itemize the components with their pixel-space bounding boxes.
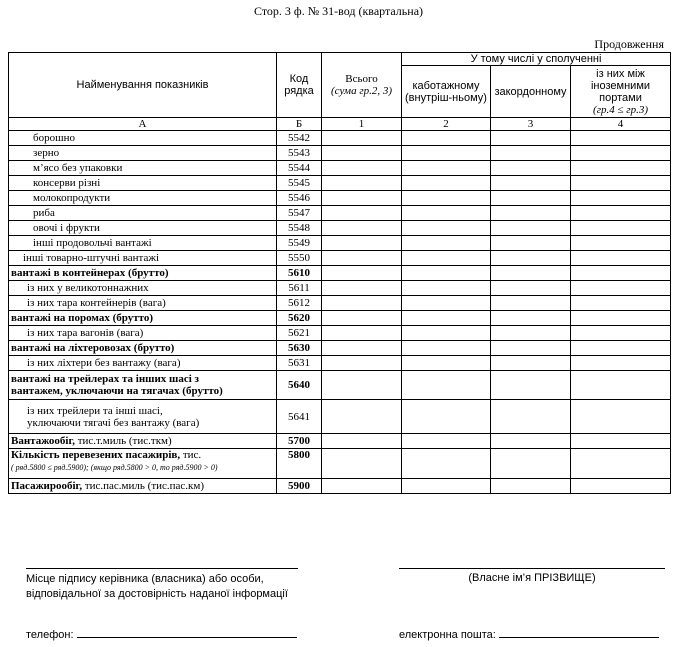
cell-foreign[interactable]: [491, 236, 571, 251]
row-name-line2: вантажем, уключаючи на тягачах (брутто): [11, 385, 223, 397]
header-between-foreign-note: (гр.4 ≤ гр.3): [593, 103, 648, 116]
column-letter-4: 4: [571, 118, 671, 131]
column-letter-1: 1: [322, 118, 402, 131]
row-code: 5545: [277, 176, 322, 191]
column-letter-b: Б: [277, 118, 322, 131]
row-name: риба: [9, 206, 277, 221]
cell-between-foreign[interactable]: [571, 146, 671, 161]
row-name: із них тара вагонів (вага): [9, 326, 277, 341]
row-name: м’ясо без упаковки: [9, 161, 277, 176]
row-name: борошно: [9, 131, 277, 146]
cell-foreign[interactable]: [491, 176, 571, 191]
row-code: 5630: [277, 341, 322, 356]
cell-total[interactable]: [322, 266, 402, 281]
cell-coastal[interactable]: [402, 176, 491, 191]
row-code: 5547: [277, 206, 322, 221]
row-code: 5640: [277, 371, 322, 400]
cell-foreign[interactable]: [491, 371, 571, 400]
name-line[interactable]: [399, 568, 665, 569]
header-foreign: закордонному: [491, 66, 571, 118]
cell-between-foreign[interactable]: [571, 191, 671, 206]
cell-between-foreign[interactable]: [571, 206, 671, 221]
cell-total[interactable]: [322, 236, 402, 251]
signature-line[interactable]: [26, 568, 298, 569]
row-name-label: Кількість перевезених пасажирів,: [11, 449, 181, 461]
row-code: 5611: [277, 281, 322, 296]
row-name: із них тара контейнерів (вага): [9, 296, 277, 311]
row-code: 5800: [277, 449, 322, 479]
row-name: [9, 449, 277, 479]
cell-between-foreign[interactable]: [571, 311, 671, 326]
email-label: електронна пошта:: [399, 629, 496, 641]
cell-coastal[interactable]: [402, 400, 491, 434]
cell-coastal[interactable]: [402, 161, 491, 176]
cell-foreign[interactable]: [491, 434, 571, 449]
cell-total[interactable]: [322, 311, 402, 326]
row-name: [9, 371, 277, 400]
column-letter-3: 3: [491, 118, 571, 131]
phone-label: телефон:: [26, 629, 74, 641]
name-caption: (Власне ім’я ПРІЗВИЩЕ): [468, 572, 596, 584]
table-row: [9, 479, 671, 494]
cell-between-foreign[interactable]: [571, 161, 671, 176]
cell-total[interactable]: [322, 176, 402, 191]
row-code: 5621: [277, 326, 322, 341]
cell-foreign[interactable]: [491, 296, 571, 311]
table-row: [9, 131, 671, 146]
header-coastal: каботажному (внутріш-ньому): [402, 66, 491, 118]
table-row: [9, 356, 671, 371]
row-code: 5549: [277, 236, 322, 251]
row-name-label: Пасажирообіг,: [11, 480, 83, 492]
row-name: інші продовольчі вантажі: [9, 236, 277, 251]
row-code: 5544: [277, 161, 322, 176]
cell-total[interactable]: [322, 449, 402, 479]
table-row: [9, 161, 671, 176]
table-row: [9, 281, 671, 296]
row-name-line2: уключаючи тягачі без вантажу (вага): [27, 416, 200, 429]
header-including: У тому числі у сполученні: [402, 53, 671, 66]
cell-foreign[interactable]: [491, 131, 571, 146]
cell-foreign[interactable]: [491, 341, 571, 356]
cell-coastal[interactable]: [402, 131, 491, 146]
cell-total[interactable]: [322, 191, 402, 206]
phone-field[interactable]: [77, 627, 297, 638]
cell-coastal[interactable]: [402, 311, 491, 326]
cell-coastal[interactable]: [402, 146, 491, 161]
row-note: ( ряд.5800 ≤ ряд.5900); (якщо ряд.5800 > 0, то ряд.5900 > 0): [11, 463, 218, 472]
row-name: зерно: [9, 146, 277, 161]
cell-between-foreign[interactable]: [571, 131, 671, 146]
cell-between-foreign[interactable]: [571, 400, 671, 434]
signature-block: [26, 568, 306, 602]
table-row: [9, 341, 671, 356]
cell-total[interactable]: [322, 296, 402, 311]
page-header: Стор. 3 ф. № 31-вод (квартальна): [253, 4, 424, 18]
header-total-label: Всього: [345, 73, 378, 85]
cell-total[interactable]: [322, 146, 402, 161]
cell-coastal[interactable]: [402, 326, 491, 341]
signature-caption-line2: відповідальної за достовірність наданої інформації: [26, 588, 288, 600]
row-name: із них у великотоннажних: [9, 281, 277, 296]
cell-coastal[interactable]: [402, 449, 491, 479]
table-row: [9, 371, 671, 400]
row-code: 5641: [277, 400, 322, 434]
cell-between-foreign[interactable]: [571, 479, 671, 494]
row-name: із них ліхтери без вантажу (вага): [9, 356, 277, 371]
header-total-note: (сума гр.2, 3): [330, 85, 393, 97]
email-row: [399, 627, 659, 641]
row-code: 5550: [277, 251, 322, 266]
cell-foreign[interactable]: [491, 356, 571, 371]
cell-coastal[interactable]: [402, 434, 491, 449]
row-code: 5543: [277, 146, 322, 161]
cell-coastal[interactable]: [402, 251, 491, 266]
table-row: [9, 296, 671, 311]
table-row: [9, 400, 671, 434]
row-code: 5700: [277, 434, 322, 449]
cell-foreign[interactable]: [491, 281, 571, 296]
cell-coastal[interactable]: [402, 341, 491, 356]
cell-foreign[interactable]: [491, 326, 571, 341]
row-code: 5900: [277, 479, 322, 494]
cell-total[interactable]: [322, 206, 402, 221]
row-name: вантажі на ліхтеровозах (брутто): [9, 341, 277, 356]
signature-caption-line1: Місце підпису керівника (власника) або особи,: [26, 573, 264, 585]
cell-total[interactable]: [322, 161, 402, 176]
row-name: інші товарно-штучні вантажі: [9, 251, 277, 266]
row-unit: тис.пас.миль (тис.пас.км): [82, 480, 205, 492]
cell-between-foreign[interactable]: [571, 326, 671, 341]
row-name: [9, 479, 277, 494]
cell-foreign[interactable]: [491, 311, 571, 326]
cell-total[interactable]: [322, 479, 402, 494]
cell-total[interactable]: [322, 326, 402, 341]
cell-total[interactable]: [322, 400, 402, 434]
cell-foreign[interactable]: [491, 191, 571, 206]
table-row: [9, 206, 671, 221]
row-code: 5631: [277, 356, 322, 371]
cell-total[interactable]: [322, 281, 402, 296]
row-code: 5542: [277, 131, 322, 146]
row-name: овочі і фрукти: [9, 221, 277, 236]
cell-coastal[interactable]: [402, 221, 491, 236]
header-total: [322, 53, 402, 118]
table-row: [9, 251, 671, 266]
row-name: молокопродукти: [9, 191, 277, 206]
cell-coastal[interactable]: [402, 479, 491, 494]
table-row: [9, 434, 671, 449]
table-row: [9, 221, 671, 236]
cell-between-foreign[interactable]: [571, 251, 671, 266]
cell-coastal[interactable]: [402, 191, 491, 206]
row-name: консерви різні: [9, 176, 277, 191]
column-letter-2: 2: [402, 118, 491, 131]
cell-between-foreign[interactable]: [571, 371, 671, 400]
cell-foreign[interactable]: [491, 206, 571, 221]
cell-foreign[interactable]: [491, 266, 571, 281]
cell-coastal[interactable]: [402, 206, 491, 221]
table-row: [9, 146, 671, 161]
phone-row: [26, 627, 297, 641]
row-code: 5620: [277, 311, 322, 326]
row-code: 5612: [277, 296, 322, 311]
table-row: [9, 266, 671, 281]
table-row: [9, 449, 671, 479]
cell-foreign[interactable]: [491, 251, 571, 266]
header-between-foreign: [571, 66, 671, 118]
column-letter-a: А: [9, 118, 277, 131]
row-code: 5610: [277, 266, 322, 281]
table-row: [9, 191, 671, 206]
table-row: [9, 311, 671, 326]
table-row: [9, 326, 671, 341]
row-name-line1: вантажі на трейлерах та інших шасі з: [11, 373, 199, 385]
row-unit: тис.т.миль (тис.ткм): [74, 435, 172, 447]
cell-foreign[interactable]: [491, 221, 571, 236]
row-name-line1: із них трейлери та інші шасі,: [27, 404, 163, 417]
cell-between-foreign[interactable]: [571, 356, 671, 371]
cell-total[interactable]: [322, 251, 402, 266]
cell-total[interactable]: [322, 356, 402, 371]
row-name: вантажі на поромах (брутто): [9, 311, 277, 326]
cell-coastal[interactable]: [402, 371, 491, 400]
table-row: [9, 176, 671, 191]
cell-total[interactable]: [322, 434, 402, 449]
data-table: [8, 52, 671, 494]
cell-between-foreign[interactable]: [571, 221, 671, 236]
cell-foreign[interactable]: [491, 449, 571, 479]
row-name: [9, 400, 277, 434]
row-unit: тис.: [180, 449, 202, 461]
cell-foreign[interactable]: [491, 161, 571, 176]
cell-coastal[interactable]: [402, 266, 491, 281]
row-name: вантажі в контейнерах (брутто): [9, 266, 277, 281]
header-name: Найменування показників: [9, 53, 277, 118]
cell-coastal[interactable]: [402, 281, 491, 296]
row-code: 5546: [277, 191, 322, 206]
name-block: [399, 568, 665, 584]
cell-coastal[interactable]: [402, 356, 491, 371]
header-between-foreign-label: із них між іноземними портами: [590, 67, 651, 104]
cell-between-foreign[interactable]: [571, 176, 671, 191]
email-field[interactable]: [499, 627, 659, 638]
cell-between-foreign[interactable]: [571, 449, 671, 479]
row-name: [9, 434, 277, 449]
row-code: 5548: [277, 221, 322, 236]
cell-foreign[interactable]: [491, 146, 571, 161]
cell-foreign[interactable]: [491, 400, 571, 434]
header-code: Код рядка: [277, 53, 322, 118]
cell-between-foreign[interactable]: [571, 296, 671, 311]
cell-coastal[interactable]: [402, 236, 491, 251]
cell-between-foreign[interactable]: [571, 236, 671, 251]
cell-total[interactable]: [322, 371, 402, 400]
cell-between-foreign[interactable]: [571, 434, 671, 449]
continuation-label: Продовження: [594, 37, 664, 51]
cell-coastal[interactable]: [402, 296, 491, 311]
cell-total[interactable]: [322, 131, 402, 146]
cell-total[interactable]: [322, 341, 402, 356]
cell-between-foreign[interactable]: [571, 266, 671, 281]
cell-foreign[interactable]: [491, 479, 571, 494]
row-name-label: Вантажообіг,: [11, 435, 75, 447]
cell-between-foreign[interactable]: [571, 341, 671, 356]
cell-total[interactable]: [322, 221, 402, 236]
cell-between-foreign[interactable]: [571, 281, 671, 296]
table-row: [9, 236, 671, 251]
